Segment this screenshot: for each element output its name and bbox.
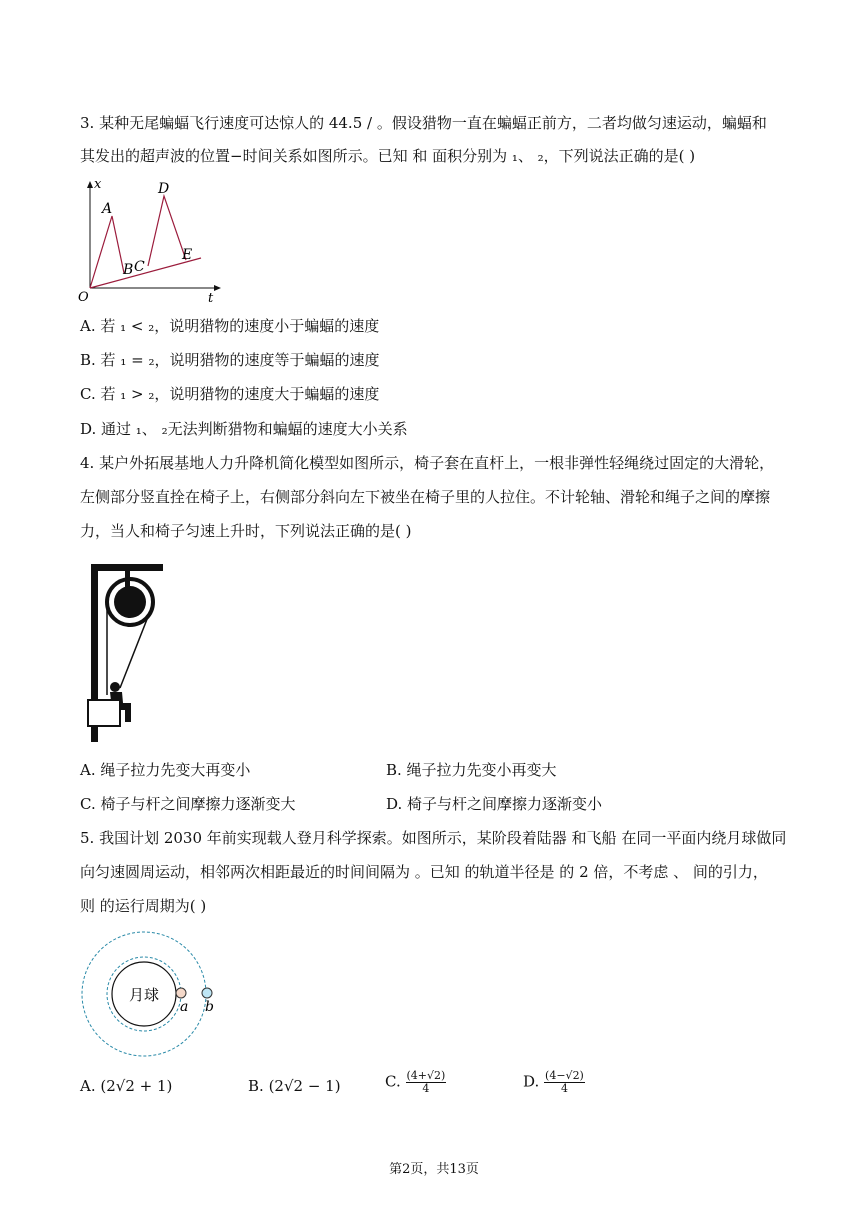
q4-option-c: C. 椅子与杆之间摩擦力逐渐变大	[80, 795, 296, 813]
q3-stem-line1: 3. 某种无尾蝙蝠飞行速度可达惊人的 44.5 / 。假设猎物一直在蝙蝠正前方，二者均做匀速运动，蝙蝠和	[80, 114, 767, 132]
q5-option-b-prefix: B.	[248, 1077, 264, 1095]
point-a-label: A	[102, 201, 113, 217]
q5-option-c-fraction	[406, 1070, 447, 1095]
q3-option-a: A. 若 ₁ < ₂，说明猎物的速度小于蝙蝠的速度	[80, 317, 380, 335]
q5-orbit-diagram	[80, 930, 215, 1060]
q5-option-d-prefix: D.	[523, 1072, 540, 1091]
q4-option-a: A. 绳子拉力先变大再变小	[80, 761, 251, 779]
q4-option-b: B. 绳子拉力先变小再变大	[386, 761, 557, 779]
q5-option-a-expr: (2√2 + 1)	[100, 1077, 173, 1095]
q5-option-d	[523, 1070, 585, 1095]
q5-option-c-numerator: (4+√2)	[406, 1069, 446, 1082]
q3-position-time-graph	[76, 176, 226, 306]
lander-label: a	[180, 999, 189, 1015]
q5-option-d-numerator: (4−√2)	[545, 1069, 584, 1082]
q5-stem-line1: 5. 我国计划 2030 年前实现载人登月科学探索。如图所示，某阶段着陆器 和飞船 在同一平面内绕月球做同	[80, 829, 787, 847]
ship-label: b	[205, 999, 214, 1015]
axis-x-label: x	[94, 177, 102, 192]
q4-lift-diagram	[82, 560, 172, 745]
origin-label: O	[78, 290, 89, 305]
q5-stem-line3: 则 的运行周期为( )	[80, 897, 207, 915]
page-footer: 第2页，共13页	[389, 1162, 479, 1177]
point-b-label: B	[123, 262, 134, 278]
q5-option-b-expr: (2√2 − 1)	[268, 1077, 341, 1095]
q5-option-c-denominator: 4	[422, 1082, 430, 1095]
q5-stem-line2: 向匀速圆周运动，相邻两次相距最近的时间间隔为 。已知 的轨道半径是 的 2 倍，不考虑 、 间的引力，	[80, 863, 768, 881]
q5-option-d-fraction	[544, 1070, 585, 1095]
q4-stem-line2: 左侧部分竖直拴在椅子上，右侧部分斜向左下被坐在椅子里的人拉住。不计轮轴、滑轮和绳子之间的摩擦	[80, 488, 771, 506]
point-e-label: E	[182, 247, 193, 263]
q5-option-d-denominator: 4	[560, 1082, 568, 1095]
q5-option-c-prefix: C.	[385, 1072, 401, 1091]
q3-option-d: D. 通过 ₁、 ₂无法判断猎物和蝙蝠的速度大小关系	[80, 420, 408, 438]
q3-option-b: B. 若 ₁ = ₂，说明猎物的速度等于蝙蝠的速度	[80, 351, 380, 369]
point-c-label: C	[134, 259, 145, 275]
q3-option-c: C. 若 ₁ > ₂，说明猎物的速度大于蝙蝠的速度	[80, 385, 380, 403]
axis-t-label: t	[208, 291, 214, 306]
q5-option-c	[385, 1070, 446, 1095]
q5-option-b	[248, 1076, 341, 1096]
q4-stem-line1: 4. 某户外拓展基地人力升降机简化模型如图所示，椅子套在直杆上，一根非弹性轻绳绕过固定的大滑轮，	[80, 454, 775, 472]
q3-stem-line2: 其发出的超声波的位置−时间关系如图所示。已知 和 面积分别为 ₁、 ₂，下列说法正确的是( )	[80, 147, 696, 165]
q4-stem-line3: 力，当人和椅子匀速上升时，下列说法正确的是( )	[80, 522, 412, 540]
point-d-label: D	[158, 181, 170, 197]
moon-label: 月球	[129, 986, 160, 1004]
q5-option-a	[80, 1076, 172, 1096]
q4-option-d: D. 椅子与杆之间摩擦力逐渐变小	[386, 795, 603, 813]
q5-option-a-prefix: A.	[80, 1077, 96, 1095]
